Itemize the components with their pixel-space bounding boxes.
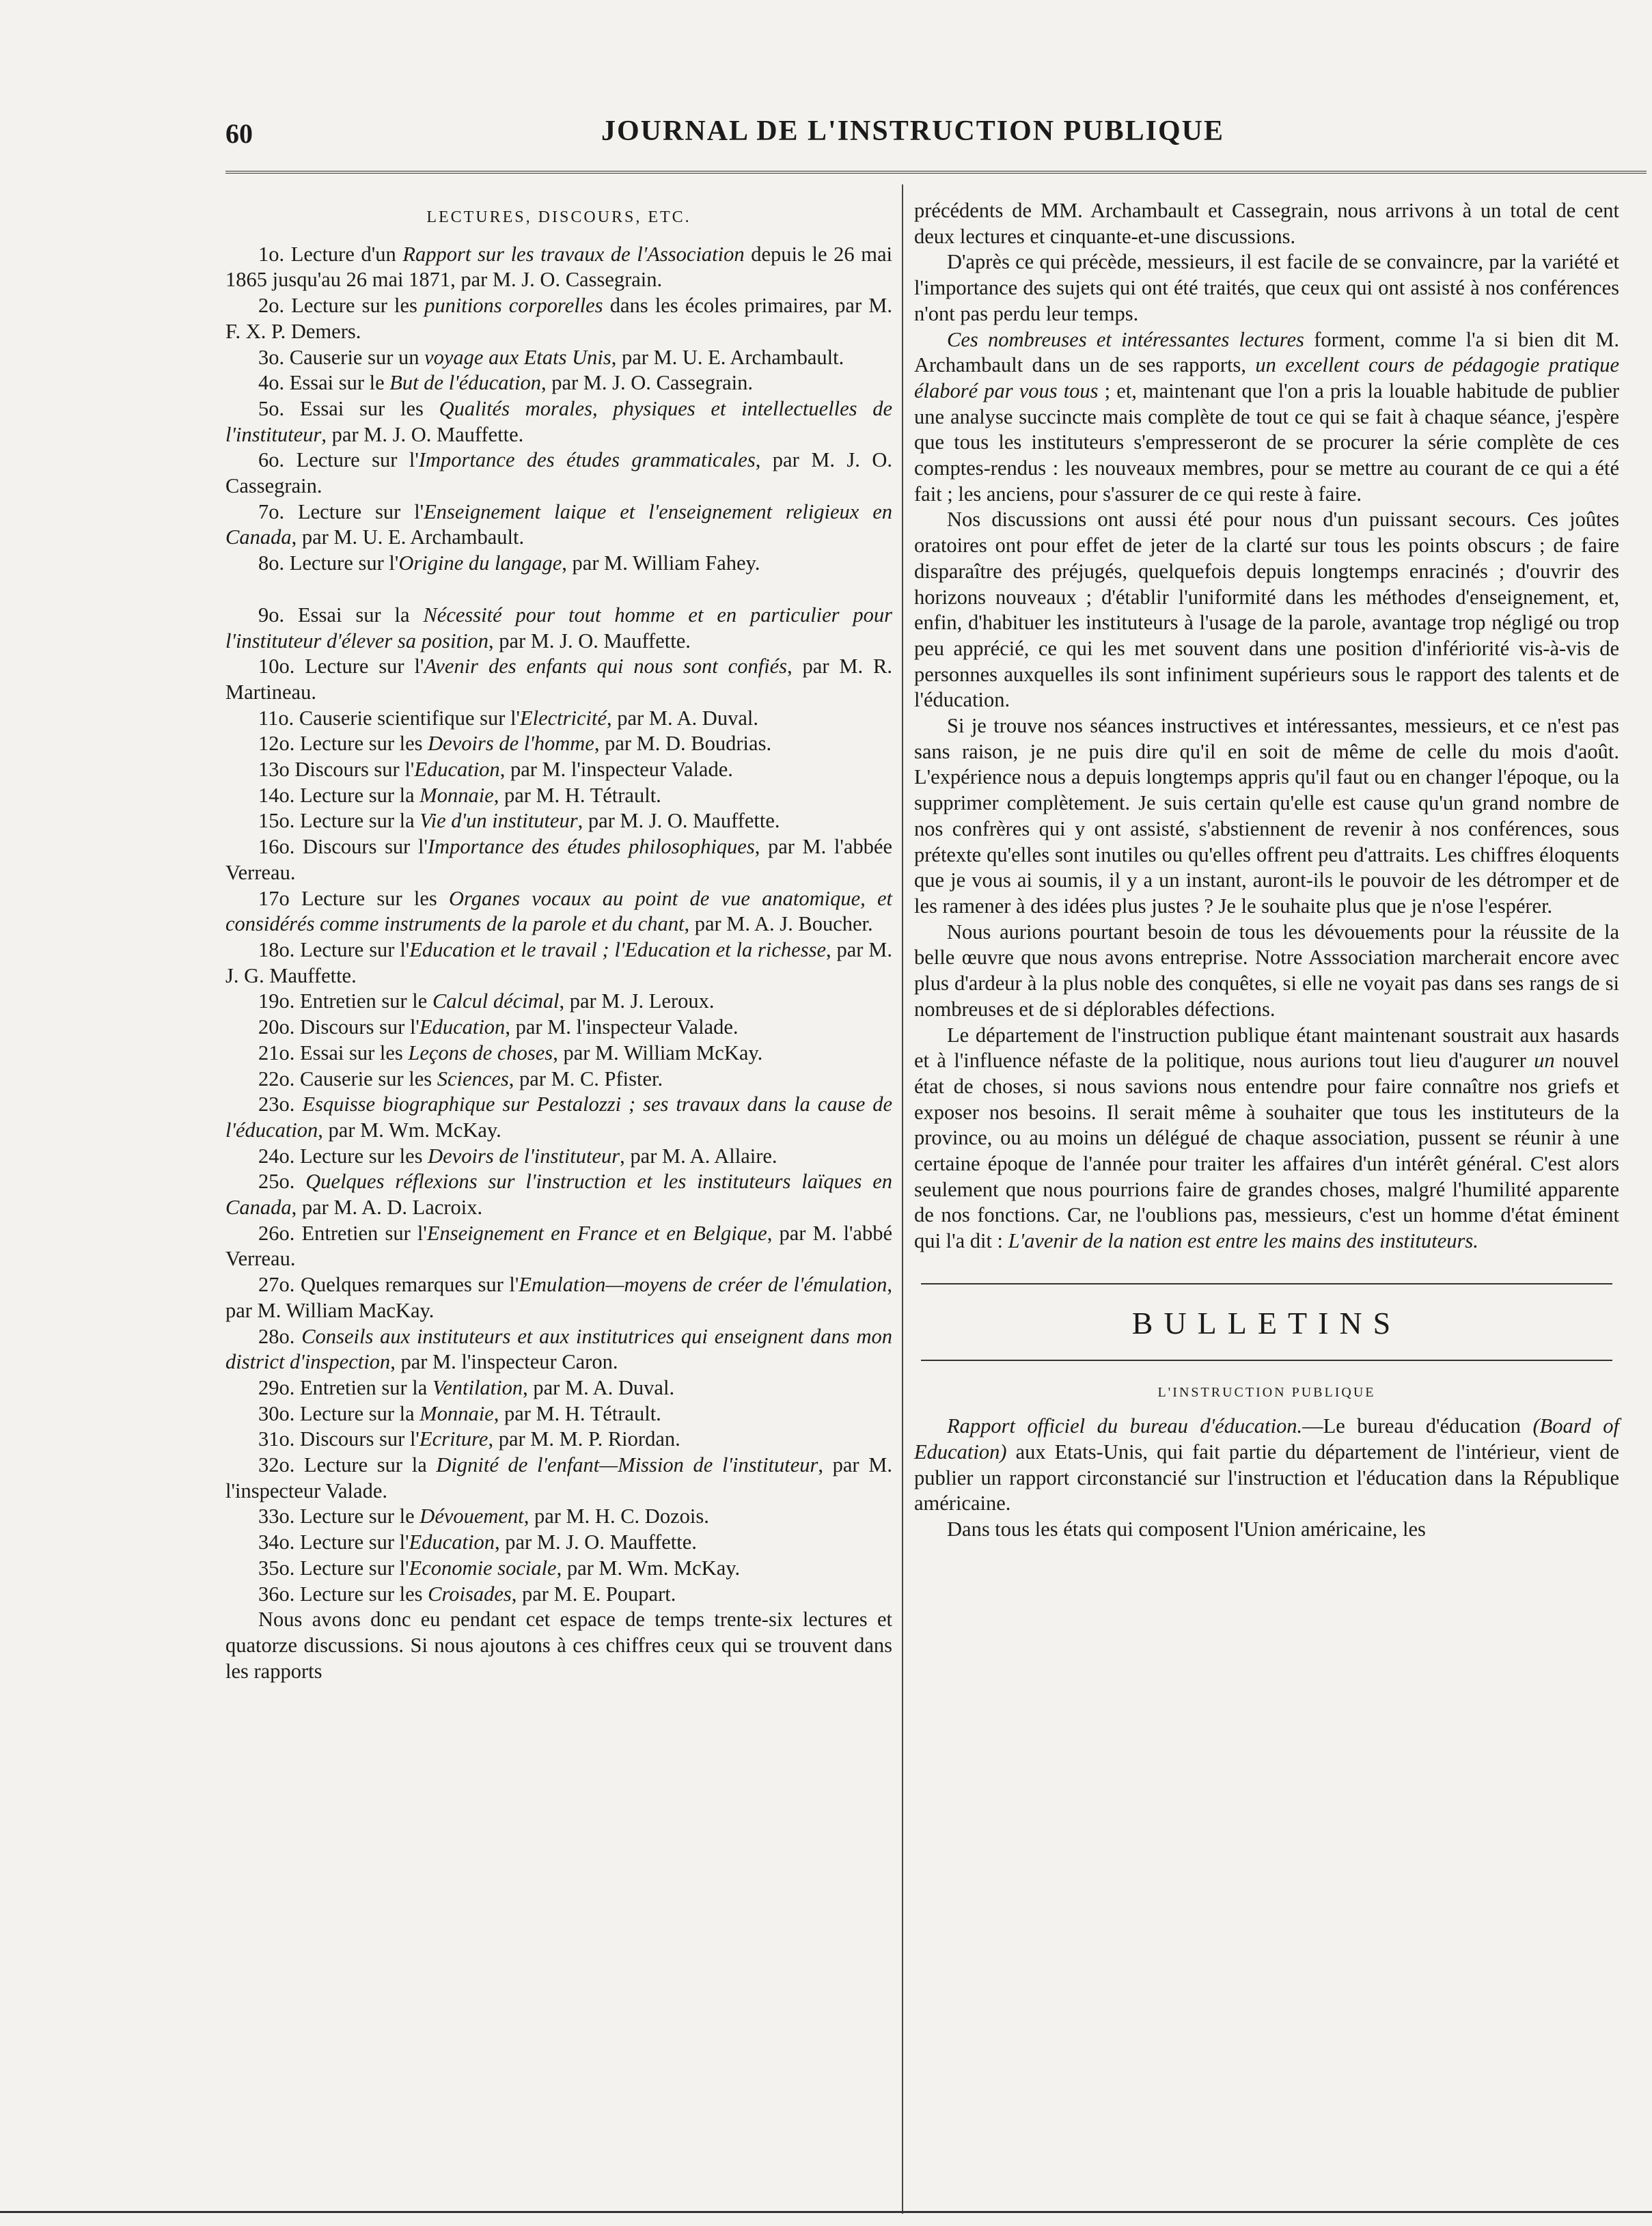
entry-text: 31o. Discours sur l' xyxy=(258,1427,419,1451)
lecture-entry xyxy=(225,654,892,705)
page-number: 60 xyxy=(225,118,253,149)
entry-text: 16o. Discours sur l' xyxy=(258,835,428,859)
entry-author: , par M. U. E. Archambault. xyxy=(611,345,844,369)
entry-author: , par M. R. Martineau. xyxy=(225,655,892,704)
lecture-entry xyxy=(225,551,892,577)
entry-text: 10o. Lecture sur l' xyxy=(258,655,424,678)
entry-author: dans les écoles primaires, par M. F. X. P. Demers. xyxy=(225,294,893,343)
lecture-entry xyxy=(225,1092,892,1143)
entry-title: Esquisse biographique sur Pestalozzi ; ses travaux dans la cause de l'éducation xyxy=(225,1093,892,1142)
entry-text: 20o. Discours sur l' xyxy=(258,1015,419,1039)
text-run: nouvel état de choses, si nous savions nous entendre pour faire connaître nos griefs et exposer nos besoins. Il serait même à souhaiter que tous les instituteurs de la province, ou au moins un délégué de chaque association, pussent se réunir à une certaine époque de l'année pour traiter les affaires d'un intérêt général. C'est alors seulement que nous pourrions faire de grandes choses, malgré l'humilité apparente de nos fonctions. Car, ne l'oublions pas, messieurs, c'est un homme d'état éminent qui l'a dit : xyxy=(914,1049,1619,1253)
lecture-entry xyxy=(225,706,892,732)
entry-author: , par M. J. Leroux. xyxy=(559,989,715,1013)
entry-title: Conseils aux instituteurs et aux institutrices qui enseignent dans mon district d'inspection xyxy=(225,1324,893,1374)
italic-phrase: Rapport officiel du bureau d'éducation. xyxy=(947,1414,1303,1438)
entry-title: Devoirs de l'homme xyxy=(428,732,594,756)
entry-title: Leçons de choses xyxy=(408,1041,553,1064)
italic-phrase: Ces nombreuses et intéressantes lectures xyxy=(947,327,1304,351)
lecture-entry xyxy=(225,937,892,989)
entry-author: , par M. William Fahey. xyxy=(562,551,760,575)
entry-author: , par M. Wm. McKay. xyxy=(556,1556,741,1580)
lecture-entry xyxy=(225,1401,892,1427)
paragraph: Si je trouve nos séances instructives et intéressantes, messieurs, et ce n'est pas sans raison, je ne puis dire qu'il en soit de même de celle du mois d'août. L'expérience nous a depuis longtemps appris qu'il faut ou en changer l'époque, ou la supprimer complètement. Je suis certain qu'elle est cause qu'un grand nombre de nos confrères qui y ont assisté, s'abstiennent de revenir à nos conférences, sous prétexte qu'elles sont inutiles ou qu'elles offrent peu d'attraits. Les chiffres éloquents que je vous ai soumis, il y a un instant, auront-ils le pouvoir de les détromper et de les ramener à des idées plus justes ? Je le souhaite plus que je n'ose l'espérer. xyxy=(914,714,1619,918)
entry-author: , par M. J. O. Cassegrain. xyxy=(225,448,893,498)
entry-title: Dévouement xyxy=(419,1504,524,1528)
entry-text: 36o. Lecture sur les xyxy=(258,1582,428,1606)
lecture-entry xyxy=(225,757,892,783)
entry-text: 22o. Causerie sur les xyxy=(258,1067,437,1090)
entry-text: 18o. Lecture sur l' xyxy=(258,937,410,961)
bottom-rule xyxy=(0,2211,1652,2213)
entry-author: , par M. l'abbée Verreau. xyxy=(225,835,892,884)
italic-phrase: L'avenir de la nation est entre les mains des instituteurs. xyxy=(1008,1229,1478,1253)
entry-author: , par M. H. Tétrault. xyxy=(493,783,661,807)
entry-title: Importance des études philosophiques xyxy=(427,835,755,859)
entry-author: , par M. M. P. Riordan. xyxy=(488,1427,680,1451)
lecture-entry xyxy=(225,396,892,448)
entry-title: Organes vocaux au point de vue anatomique, et considérés comme instruments de la parole et du chant xyxy=(225,886,893,936)
entry-text: 17o Lecture sur les xyxy=(258,886,450,910)
bulletins-heading: BULLETINS xyxy=(1131,1305,1402,1341)
entry-title: Enseignement en France et en Belgique xyxy=(426,1221,767,1245)
lecture-entry xyxy=(225,1530,892,1556)
entry-author: , par M. J. O. Cassegrain. xyxy=(540,371,754,395)
lecture-entry xyxy=(225,1324,892,1375)
entry-title: voyage aux Etats Unis xyxy=(424,345,611,369)
lecture-entry xyxy=(225,242,892,293)
lecture-entry xyxy=(225,1015,892,1041)
entry-text: 24o. Lecture sur les xyxy=(258,1144,428,1168)
bulletins-rule xyxy=(921,1283,1612,1284)
entry-title: Dignité de l'enfant—Mission de l'instituteur xyxy=(436,1453,818,1477)
entry-title: Education xyxy=(419,1015,506,1039)
entry-text: 33o. Lecture sur le xyxy=(258,1504,420,1528)
entry-text: 7o. Lecture sur l' xyxy=(258,499,424,523)
entry-author: , par M. A. Duval. xyxy=(523,1375,675,1399)
entry-author: , par M. l'inspecteur Caron. xyxy=(390,1350,618,1374)
entry-author: , par M. l'inspecteur Valade. xyxy=(505,1015,739,1039)
lecture-entry xyxy=(225,293,892,344)
text-run: Le département de l'instruction publique étant maintenant soustrait aux hasards et à l'influence néfaste de la politique, nous aurions tout lieu d'augurer xyxy=(914,1023,1619,1073)
italic-phrase: un xyxy=(1534,1049,1555,1073)
entry-author: , par M. A. Duval. xyxy=(607,706,758,730)
entry-text: 32o. Lecture sur la xyxy=(258,1453,437,1477)
journal-title: JOURNAL DE L'INSTRUCTION PUBLIQUE xyxy=(601,115,1224,147)
entry-title: Nécessité pour tout homme et en particulier pour l'instituteur d'élever sa position xyxy=(225,603,893,652)
bulletins-rule xyxy=(921,1360,1612,1361)
lecture-entry xyxy=(225,448,892,499)
entry-text: 5o. Essai sur les xyxy=(258,396,439,420)
entry-text: 15o. Lecture sur la xyxy=(258,809,420,833)
lecture-entry xyxy=(225,1453,892,1504)
entry-text: 1o. Lecture d'un xyxy=(258,242,403,266)
entry-author: , par M. A. J. Boucher. xyxy=(684,912,873,936)
entry-title: Vie d'un instituteur xyxy=(419,809,578,833)
text-run: aux Etats-Unis, qui fait partie du département de l'intérieur, vient de publier un rapport circonstancié sur l'instruction et l'éducation dans la République américaine. xyxy=(914,1440,1619,1515)
entry-title: Quelques réflexions sur l'instruction et les instituteurs laïques en Canada xyxy=(225,1170,892,1220)
entry-author: , par M. J. O. Mauffette. xyxy=(495,1530,697,1554)
entry-title: Rapport sur les travaux de l'Association xyxy=(402,242,745,266)
entry-title: Monnaie xyxy=(419,783,494,807)
lecture-entry xyxy=(225,1169,892,1220)
lecture-entry xyxy=(225,808,892,834)
entry-title: Education et le travail ; l'Education et la richesse xyxy=(409,937,826,961)
entry-author: , par M. A. D. Lacroix. xyxy=(291,1196,483,1220)
entry-title: Avenir des enfants qui nous sont confiés xyxy=(424,655,788,678)
entry-author: , par M. l'inspecteur Valade. xyxy=(225,1453,892,1502)
entry-author: , par M. Wm. McKay. xyxy=(318,1118,501,1142)
text-run: forment, comme l'a si bien dit M. Archambault dans un de ses rapports, xyxy=(914,327,1620,377)
entry-text: 23o. xyxy=(258,1093,303,1116)
entry-title: Ventilation xyxy=(432,1375,523,1399)
entry-text: 28o. xyxy=(258,1324,302,1348)
entry-author: depuis le 26 mai 1865 jusqu'au 26 mai 1871, par M. J. O. Cassegrain. xyxy=(225,242,892,292)
entry-text: 3o. Causerie sur un xyxy=(258,345,425,369)
entry-title: Electricité xyxy=(519,706,607,730)
lecture-entry xyxy=(225,783,892,809)
entry-title: Ecriture xyxy=(419,1427,488,1451)
entry-text: 29o. Entretien sur la xyxy=(258,1375,432,1399)
entry-title: Calcul décimal xyxy=(432,989,560,1013)
entry-author: , par M. J. O. Mauffette. xyxy=(577,809,780,833)
entry-author: , par M. l'abbé Verreau. xyxy=(225,1221,893,1271)
lecture-entry xyxy=(225,1375,892,1401)
paragraph: Dans tous les états qui composent l'Union américaine, les xyxy=(947,1517,1426,1541)
lecture-entry xyxy=(225,1582,892,1608)
entry-title: punitions corporelles xyxy=(424,294,603,318)
entry-title: Origine du langage xyxy=(398,551,562,575)
entry-text: 8o. Lecture sur l' xyxy=(258,551,399,575)
entry-author: , par M. D. Boudrias. xyxy=(594,732,772,756)
subsection-heading: L'INSTRUCTION PUBLIQUE xyxy=(1157,1384,1376,1400)
lecture-entry xyxy=(225,1144,892,1170)
entry-title: Economie sociale xyxy=(409,1556,557,1580)
entry-author: , par M. U. E. Archambault. xyxy=(291,525,525,549)
entry-title: Education xyxy=(409,1530,495,1554)
lecture-list xyxy=(225,242,892,1608)
entry-text: 21o. Essai sur les xyxy=(258,1041,409,1064)
lecture-entry xyxy=(225,603,892,654)
lecture-entry xyxy=(225,989,892,1015)
section-heading: LECTURES, DISCOURS, ETC. xyxy=(426,208,691,226)
lecture-entry xyxy=(225,1272,892,1323)
lecture-entry xyxy=(225,886,892,937)
entry-text: 26o. Entretien sur l' xyxy=(258,1221,427,1245)
entry-author: , par M. A. Allaire. xyxy=(620,1144,777,1168)
entry-author: , par M. J. O. Mauffette. xyxy=(321,422,524,446)
entry-text: 11o. Causerie scientifique sur l' xyxy=(258,706,520,730)
lecture-entry xyxy=(225,731,892,757)
lecture-entry xyxy=(225,345,892,371)
entry-text: 25o. xyxy=(258,1170,306,1194)
lecture-entry xyxy=(225,1041,892,1067)
entry-text: 34o. Lecture sur l' xyxy=(258,1530,409,1554)
entry-text: 4o. Essai sur le xyxy=(258,371,390,395)
entry-title: Devoirs de l'instituteur xyxy=(428,1144,620,1168)
entry-text: 6o. Lecture sur l' xyxy=(258,448,419,472)
entry-title: Education xyxy=(414,758,500,782)
spacer xyxy=(225,577,892,603)
entry-title: Croisades xyxy=(428,1582,512,1606)
entry-title: Importance des études grammaticales xyxy=(418,448,756,472)
paragraph: Nos discussions ont aussi été pour nous d'un puissant secours. Ces joûtes oratoires ont pour effet de jeter de la clarté sur tous les points obscurs ; de faire disparaître des préjugés, quelquefois depuis longtemps enracinés ; d'ouvrir des horizons nouveaux ; d'établir l'uniformité dans les méthodes d'enseignement, et, enfin, d'habituer les instituteurs à l'usage de la parole, avantage trop négligé ou trop peu apprécié, ce qui les met souvent dans une position d'infériorité vis-à-vis de personnes auxquelles ils sont infiniment supérieurs sous le rapport des talents et de l'éducation. xyxy=(914,508,1619,712)
lecture-entry xyxy=(225,1221,892,1272)
entry-author: , par M. J. G. Mauffette. xyxy=(225,937,892,987)
entry-title: Monnaie xyxy=(419,1401,494,1425)
closing-paragraph: Nous avons donc eu pendant cet espace de temps trente-six lectures et quatorze discussions. Si nous ajoutons à ces chiffres ceux qui se trouvent dans les rapports xyxy=(225,1608,892,1683)
header-rule xyxy=(225,171,1647,174)
lecture-entry xyxy=(225,1067,892,1093)
lecture-entry xyxy=(225,499,892,551)
italic-phrase: (Board of Education) xyxy=(914,1414,1619,1464)
column-divider xyxy=(902,184,903,2214)
paragraph xyxy=(914,327,1619,508)
entry-text: 27o. Quelques remarques sur l' xyxy=(258,1273,519,1297)
left-column xyxy=(225,198,892,1684)
entry-author: , par M. J. O. Mauffette. xyxy=(488,629,691,652)
entry-title: Sciences xyxy=(437,1067,509,1090)
lecture-entry xyxy=(225,370,892,396)
lecture-entry xyxy=(225,1556,892,1582)
paragraph: précédents de MM. Archambault et Cassegrain, nous arrivons à un total de cent deux lectures et cinquante-et-une discussions. xyxy=(914,199,1619,248)
entry-author: , par M. H. C. Dozois. xyxy=(523,1504,709,1528)
lecture-entry xyxy=(225,1427,892,1453)
lecture-entry xyxy=(225,1504,892,1530)
entry-author: , par M. William McKay. xyxy=(553,1041,763,1064)
entry-text: 30o. Lecture sur la xyxy=(258,1401,420,1425)
entry-author: , par M. H. Tétrault. xyxy=(493,1401,661,1425)
entry-text: 14o. Lecture sur la xyxy=(258,783,420,807)
entry-text: 35o. Lecture sur l' xyxy=(258,1556,409,1580)
lecture-entry xyxy=(225,834,892,885)
text-run: —Le bureau d'éducation xyxy=(1302,1414,1533,1438)
paragraph xyxy=(914,1414,1619,1517)
entry-text: 9o. Essai sur la xyxy=(258,603,424,627)
right-column xyxy=(914,198,1619,1543)
text-run: ; et, maintenant que l'on a pris la louable habitude de publier une analyse succincte mais complète de tout ce qui se fait à chaque séance, j'espère que tous les instituteurs s'empresseront de se procurer la série complète de ces comptes-rendus : les nouveaux membres, pour se mettre au courant de ce qui a été fait ; les anciens, pour s'assurer de ce qui reste à faire. xyxy=(914,379,1619,506)
entry-title: Enseignement laique et l'enseignement religieux en Canada xyxy=(225,499,892,549)
entry-text: 19o. Entretien sur le xyxy=(258,989,432,1013)
entry-text: 2o. Lecture sur les xyxy=(258,294,425,318)
italic-phrase: un excellent cours de pédagogie pratique élaboré par vous tous xyxy=(914,353,1619,402)
entry-author: , par M. l'inspecteur Valade. xyxy=(499,758,733,782)
entry-author: , par M. E. Poupart. xyxy=(511,1582,676,1606)
entry-title: But de l'éducation xyxy=(389,371,541,395)
entry-title: Emulation—moyens de créer de l'émulation xyxy=(519,1273,887,1297)
entry-text: 13o Discours sur l' xyxy=(258,758,415,782)
entry-author: , par M. William MacKay. xyxy=(225,1273,892,1322)
entry-author: , par M. C. Pfister. xyxy=(508,1067,663,1090)
paragraph xyxy=(914,1023,1619,1254)
paragraph: D'après ce qui précède, messieurs, il est facile de se convaincre, par la variété et l'importance des sujets qui ont été traités, que ceux qui ont assisté à nos conférences n'ont pas perdu leur temps. xyxy=(914,250,1619,325)
entry-title: Qualités morales, physiques et intellectuelles de l'instituteur xyxy=(225,396,892,446)
entry-text: 12o. Lecture sur les xyxy=(258,732,428,756)
paragraph: Nous aurions pourtant besoin de tous les dévouements pour la réussite de la belle œuvre que nous avons entreprise. Notre Asssociation marcherait encore avec plus d'ardeur à la plus noble des conquêtes, si elle ne voyait pas dans ses rangs de si nombreuses et de si déplorables défections. xyxy=(914,920,1619,1021)
